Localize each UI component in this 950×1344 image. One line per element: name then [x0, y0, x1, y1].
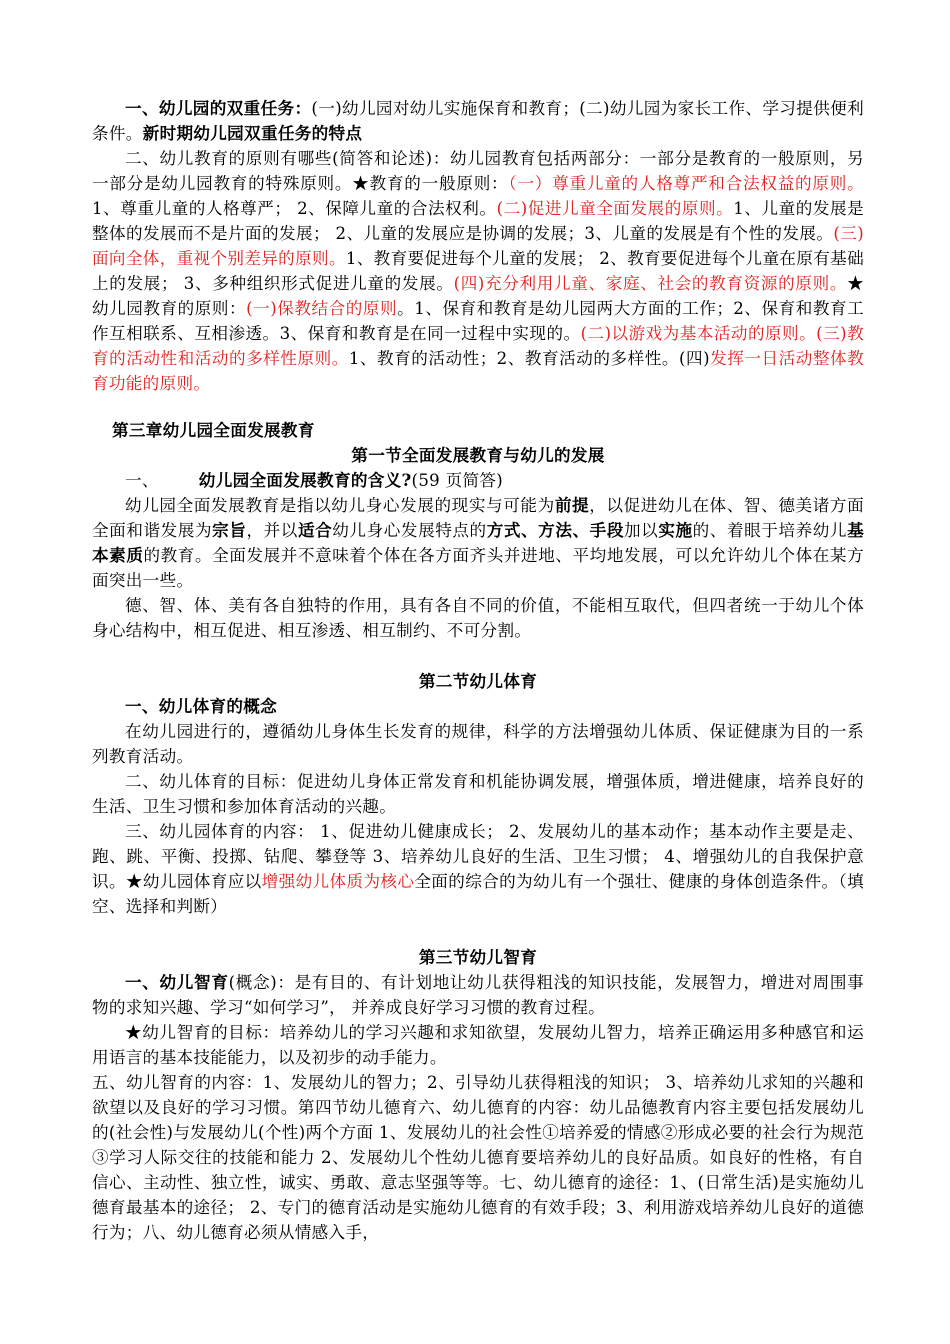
section-1-paragraph-2: 德、智、体、美有各自独特的作用，具有各自不同的价值，不能相互取代，但四者统一于幼儿个体身心结构中，相互促进、相互渗透、相互制约、不可分割。: [92, 596, 864, 640]
section-2-paragraph-3: [92, 819, 864, 919]
section-2-paragraph-2: 二、幼儿体育的目标：促进幼儿身体正常发育和机能协调发展，增强体质，增进健康，培养良好的生活、卫生习惯和参加体育活动的兴趣。: [92, 772, 864, 816]
section-3-paragraph-3: 五、幼儿智育的内容：1、发展幼儿的智力；2、引导幼儿获得粗浅的知识； 3、培养幼儿求知的兴趣和欲望以及良好的学习习惯。第四节幼儿德育六、幼儿德育的内容：幼儿品德教育内容主要包括发展幼儿的(社会性)与发展幼儿(个性)两个方面 1、发展幼儿的社会性①培养爱的情感②形成必要的社会行为规范③学习人际交往的技能和能力 2、发展幼儿个性幼儿德育要培养幼儿的良好品质。如良好的性格，有自信心、主动性、独立性，诚实、勇敢、意志坚强等等。七、幼儿德育的途径：1、(日常生活)是实施幼儿德育最基本的途径； 2、专门的德育活动是实施幼儿德育的有效手段；3、利用游戏培养幼儿良好的道德行为；八、幼儿德育必须从情感入手，: [92, 1073, 864, 1242]
section-2-title: 第二节幼儿体育: [418, 671, 538, 691]
keyword-premise: 前提: [554, 495, 590, 515]
item-heading: 幼儿园全面发展教育的含义?: [198, 470, 412, 490]
principles-text-4: 1、教育要促进每个儿童的发展； 2、教育要促进每个儿童在原有基础上的发展； 3、多种组织形式促进儿童的发展。: [92, 249, 864, 293]
keyword-implement: 实施: [658, 520, 693, 540]
section-1-item: [92, 468, 864, 493]
section-1-paragraph-1: [92, 493, 864, 593]
text: (概念)：是有目的、有计划地让幼儿获得粗浅的知识技能，发展智力，增进对周围事物的求知兴趣、学习“如何学习”， 并养成良好学习习惯的教育过程。: [92, 973, 864, 1017]
kindergarten-principle-1: (一)保教结合的原则: [246, 299, 398, 318]
text: 全面的综合的为幼儿有一个强壮、健康的身体创造条件。（填空、选择和判断）: [92, 872, 865, 916]
intellectual-education-heading: 一、幼儿智育: [125, 972, 229, 992]
kindergarten-principle-4: 发挥一日活动整体教育功能的原则。: [92, 349, 865, 393]
principles-text-7: 1、教育的活动性；2、教育活动的多样性。(四): [348, 349, 710, 368]
keyword-methods: 方式、方法、手段: [486, 520, 624, 540]
keyword-suitable: 适合: [297, 520, 333, 540]
principles-text-6: 。1、保育和教育是幼儿园两大方面的工作；2、保育和教育工作互相联系、互相渗透。3、保育和教育是在同一过程中实现的。: [92, 299, 865, 343]
section-dual-tasks: [92, 96, 864, 146]
item-note: (59 页简答): [411, 471, 504, 490]
text: 幼儿身心发展特点的: [332, 521, 487, 540]
dual-tasks-heading: 一、幼儿园的双重任务：: [125, 98, 312, 118]
principles-text-5: ★幼儿园教育的原则：: [92, 274, 864, 318]
section-3-paragraph-1: [92, 970, 864, 1020]
text: 加以: [623, 521, 659, 540]
text: 三、幼儿园体育的内容： 1、促进幼儿健康成长； 2、发展幼儿的基本动作；基本动作主要是走、跑、跳、平衡、投掷、钻爬、攀登等 3、培养幼儿良好的生活、卫生习惯； 4、增强幼儿的自我保护意识。★幼儿园体育应以: [92, 822, 864, 891]
section-3-title: 第三节幼儿智育: [418, 947, 538, 967]
document-body: [92, 96, 864, 1245]
kindergarten-principle-2-3: (二)以游戏为基本活动的原则。(三)教育的活动性和活动的多样性原则。: [92, 324, 864, 368]
section-principles: [92, 146, 864, 396]
dual-tasks-feature-heading: 新时期幼儿园双重任务的特点: [142, 123, 363, 143]
keyword-purpose: 宗旨: [212, 520, 247, 540]
item-number: 一、: [125, 471, 159, 490]
principle-1: （一）尊重儿童的人格尊严和合法权益的原则。: [508, 174, 865, 193]
text: 的、着眼于培养幼儿: [692, 521, 848, 540]
chapter-title: 第三章幼儿园全面发展教育: [112, 420, 315, 440]
principles-text-1: 二、幼儿教育的原则有哪些(简答和论述)：幼儿园教育包括两部分：一部分是教育的一般原则，另一部分是幼儿园教育的特殊原则。★教育的一般原则：: [92, 149, 864, 193]
section-2-heading: 一、幼儿体育的概念: [125, 696, 278, 716]
core-emphasis: 增强幼儿体质为核心: [261, 872, 415, 891]
dual-tasks-text: (一)幼儿园对幼儿实施保育和教育；(二)幼儿园为家长工作、学习提供便利条件。: [92, 99, 864, 143]
keyword-basic-quality: 基本素质: [92, 520, 864, 565]
principles-text-2: 1、尊重儿童的人格尊严； 2、保障儿童的合法权利。: [92, 199, 497, 218]
principle-4: (四)充分利用儿童、家庭、社会的教育资源的原则。: [453, 274, 848, 293]
principle-3: (三)面向全体，重视个别差异的原则。: [92, 224, 864, 268]
text: ，以促进幼儿在体、智、德美诸方面全面和谐发展为: [92, 496, 864, 540]
text: ，并以: [246, 521, 298, 540]
principle-2: (二)促进儿童全面发展的原则。: [496, 199, 734, 218]
section-1-title: 第一节全面发展教育与幼儿的发展: [351, 445, 605, 465]
text: 幼儿园全面发展教育是指以幼儿身心发展的现实与可能为: [125, 496, 555, 515]
section-2-paragraph-1: 在幼儿园进行的，遵循幼儿身体生长发育的规律，科学的方法增强幼儿体质、保证健康为目的一系列教育活动。: [92, 722, 864, 766]
section-3-paragraph-2: ★幼儿智育的目标：培养幼儿的学习兴趣和求知欲望，发展幼儿智力，培养正确运用多种感官和运用语言的基本技能能力，以及初步的动手能力。: [92, 1023, 864, 1067]
principles-text-3: 1、儿童的发展是整体的发展而不是片面的发展； 2、儿童的发展应是协调的发展；3、儿童的发展是有个性的发展。: [92, 199, 864, 243]
text: 的教育。全面发展并不意味着个体在各方面齐头并进地、平均地发展，可以允许幼儿个体在某方面突出一些。: [92, 546, 864, 590]
